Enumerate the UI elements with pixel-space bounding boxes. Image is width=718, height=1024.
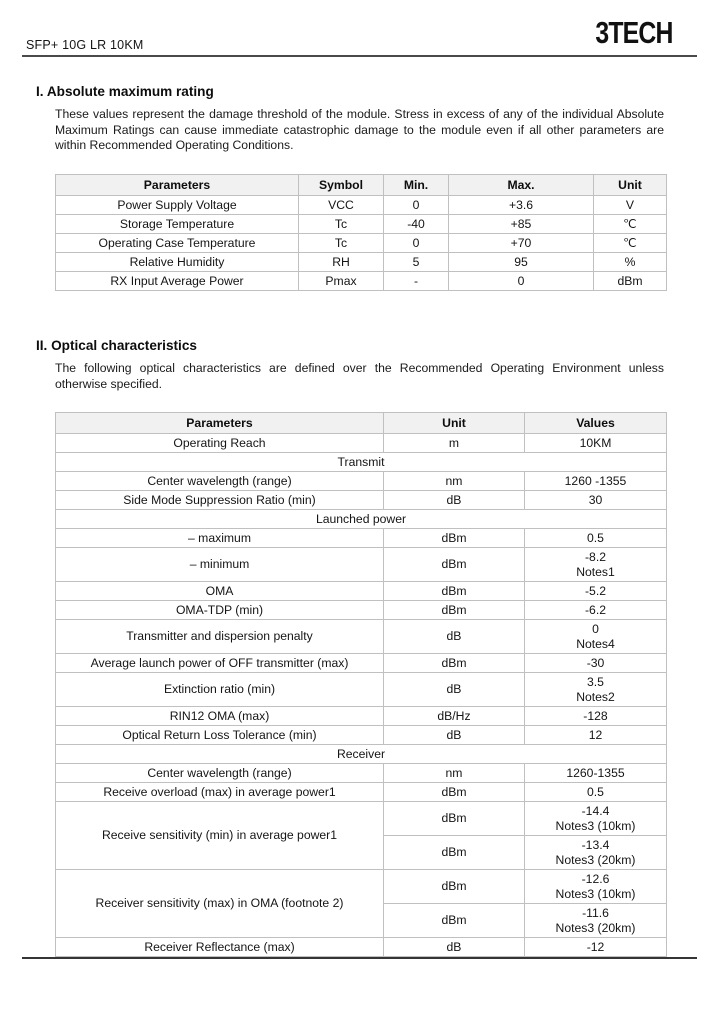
cell-parameter: Receive sensitivity (min) in average power1 bbox=[56, 802, 384, 870]
note-line: Notes3 (20km) bbox=[555, 852, 636, 867]
table-row bbox=[56, 654, 667, 673]
table-row bbox=[56, 472, 667, 491]
cell-value bbox=[525, 870, 667, 904]
value-line: 0 bbox=[592, 621, 599, 636]
section2-intro: The following optical characteristics are defined over the Recommended Operating Environment unless otherwise specified. bbox=[55, 361, 664, 391]
table-row bbox=[56, 601, 667, 620]
table-header-row bbox=[56, 413, 667, 434]
cell-parameter: Optical Return Loss Tolerance (min) bbox=[56, 726, 384, 745]
cell-unit: dBm bbox=[384, 836, 525, 870]
cell-symbol: Tc bbox=[299, 215, 384, 234]
cell-unit: dB bbox=[384, 673, 525, 707]
cell-parameter: OMA bbox=[56, 582, 384, 601]
cell-unit: dBm bbox=[384, 548, 525, 582]
group-label-launched-power: Launched power bbox=[56, 510, 667, 529]
cell-parameter: OMA-TDP (min) bbox=[56, 601, 384, 620]
table-row bbox=[56, 272, 667, 291]
cell-value bbox=[525, 836, 667, 870]
table-row bbox=[56, 491, 667, 510]
absolute-maximum-rating-table bbox=[55, 174, 667, 291]
cell-symbol: Tc bbox=[299, 234, 384, 253]
cell-unit: dB bbox=[384, 620, 525, 654]
cell-parameter: Storage Temperature bbox=[56, 215, 299, 234]
cell-parameter: Receive overload (max) in average power1 bbox=[56, 783, 384, 802]
table-row bbox=[56, 529, 667, 548]
cell-parameter: Relative Humidity bbox=[56, 253, 299, 272]
note-line: Notes2 bbox=[576, 689, 615, 704]
column-header-unit: Unit bbox=[594, 175, 667, 196]
table-row bbox=[56, 707, 667, 726]
column-header-min: Min. bbox=[384, 175, 449, 196]
cell-value: 1260-1355 bbox=[525, 764, 667, 783]
note-line: Notes1 bbox=[576, 564, 615, 579]
cell-unit: ℃ bbox=[594, 234, 667, 253]
cell-value: -128 bbox=[525, 707, 667, 726]
value-line: -14.4 bbox=[581, 803, 610, 818]
table-row bbox=[56, 434, 667, 453]
cell-unit: dBm bbox=[384, 802, 525, 836]
table-row bbox=[56, 783, 667, 802]
cell-unit: dBm bbox=[594, 272, 667, 291]
cell-value: 0.5 bbox=[525, 529, 667, 548]
section1-heading: I. Absolute maximum rating bbox=[36, 84, 214, 99]
value-line: -13.4 bbox=[581, 837, 610, 852]
cell-parameter: – maximum bbox=[56, 529, 384, 548]
cell-parameter: – minimum bbox=[56, 548, 384, 582]
cell-parameter: Average launch power of OFF transmitter (max) bbox=[56, 654, 384, 673]
note-line: Notes3 (20km) bbox=[555, 920, 636, 935]
table-row bbox=[56, 726, 667, 745]
optical-characteristics-table bbox=[55, 412, 667, 957]
table-row bbox=[56, 870, 667, 904]
cell-parameter: RIN12 OMA (max) bbox=[56, 707, 384, 726]
document-code: SFP+ 10G LR 10KM bbox=[26, 38, 144, 52]
cell-value bbox=[525, 904, 667, 938]
group-label-receiver: Receiver bbox=[56, 745, 667, 764]
cell-max: +70 bbox=[449, 234, 594, 253]
cell-symbol: VCC bbox=[299, 196, 384, 215]
note-line: Notes4 bbox=[576, 636, 615, 651]
cell-unit: dBm bbox=[384, 783, 525, 802]
cell-unit: nm bbox=[384, 472, 525, 491]
group-label-transmit: Transmit bbox=[56, 453, 667, 472]
table-row bbox=[56, 802, 667, 836]
cell-parameter: Operating Reach bbox=[56, 434, 384, 453]
table-row bbox=[56, 253, 667, 272]
column-header-unit: Unit bbox=[384, 413, 525, 434]
cell-unit: % bbox=[594, 253, 667, 272]
cell-value: -6.2 bbox=[525, 601, 667, 620]
value-line: -8.2 bbox=[584, 549, 606, 564]
cell-parameter: RX Input Average Power bbox=[56, 272, 299, 291]
cell-unit: nm bbox=[384, 764, 525, 783]
cell-parameter: Transmitter and dispersion penalty bbox=[56, 620, 384, 654]
section2-heading: II. Optical characteristics bbox=[36, 338, 197, 353]
cell-unit: m bbox=[384, 434, 525, 453]
cell-unit: dB bbox=[384, 491, 525, 510]
cell-parameter: Center wavelength (range) bbox=[56, 472, 384, 491]
header-rule bbox=[22, 55, 697, 57]
cell-symbol: RH bbox=[299, 253, 384, 272]
column-header-max: Max. bbox=[449, 175, 594, 196]
table-row bbox=[56, 582, 667, 601]
table-row bbox=[56, 196, 667, 215]
cell-value bbox=[525, 673, 667, 707]
cell-min: 0 bbox=[384, 196, 449, 215]
cell-unit: dB/Hz bbox=[384, 707, 525, 726]
cell-symbol: Pmax bbox=[299, 272, 384, 291]
cell-unit: V bbox=[594, 196, 667, 215]
column-header-parameters: Parameters bbox=[56, 413, 384, 434]
note-line: Notes3 (10km) bbox=[555, 886, 636, 901]
cell-value: 30 bbox=[525, 491, 667, 510]
cell-max: +85 bbox=[449, 215, 594, 234]
note-line: Notes3 (10km) bbox=[555, 818, 636, 833]
cell-parameter: Center wavelength (range) bbox=[56, 764, 384, 783]
column-header-values: Values bbox=[525, 413, 667, 434]
cell-parameter: Extinction ratio (min) bbox=[56, 673, 384, 707]
cell-parameter: Power Supply Voltage bbox=[56, 196, 299, 215]
cell-unit: dBm bbox=[384, 870, 525, 904]
value-line: 3.5 bbox=[587, 674, 604, 689]
table-header-row bbox=[56, 175, 667, 196]
cell-parameter: Receiver Reflectance (max) bbox=[56, 938, 384, 957]
cell-value: -30 bbox=[525, 654, 667, 673]
cell-min: 0 bbox=[384, 234, 449, 253]
cell-min: -40 bbox=[384, 215, 449, 234]
cell-unit: dB bbox=[384, 726, 525, 745]
value-line: -12.6 bbox=[581, 871, 610, 886]
cell-unit: dBm bbox=[384, 654, 525, 673]
footer-rule bbox=[22, 957, 697, 959]
group-row bbox=[56, 453, 667, 472]
cell-parameter: Operating Case Temperature bbox=[56, 234, 299, 253]
cell-max: +3.6 bbox=[449, 196, 594, 215]
cell-parameter: Side Mode Suppression Ratio (min) bbox=[56, 491, 384, 510]
table-row bbox=[56, 673, 667, 707]
value-line: -11.6 bbox=[582, 905, 609, 920]
column-header-symbol: Symbol bbox=[299, 175, 384, 196]
cell-value bbox=[525, 802, 667, 836]
group-row bbox=[56, 510, 667, 529]
cell-min: 5 bbox=[384, 253, 449, 272]
cell-value: 12 bbox=[525, 726, 667, 745]
cell-value: 1260 -1355 bbox=[525, 472, 667, 491]
table-row bbox=[56, 234, 667, 253]
cell-value: 10KM bbox=[525, 434, 667, 453]
cell-value: 0.5 bbox=[525, 783, 667, 802]
table-row bbox=[56, 215, 667, 234]
cell-unit: dBm bbox=[384, 601, 525, 620]
cell-max: 0 bbox=[449, 272, 594, 291]
cell-value: -5.2 bbox=[525, 582, 667, 601]
cell-value: -12 bbox=[525, 938, 667, 957]
table-row bbox=[56, 548, 667, 582]
cell-unit: dB bbox=[384, 938, 525, 957]
table-row bbox=[56, 938, 667, 957]
table-row bbox=[56, 764, 667, 783]
cell-value bbox=[525, 548, 667, 582]
cell-unit: dBm bbox=[384, 582, 525, 601]
brand-logo: 3TECH bbox=[595, 15, 673, 50]
section1-intro: These values represent the damage threshold of the module. Stress in excess of any of the individual Absolute Maximum Ratings can cause immediate catastrophic damage to the module even if all other parameters are within Recommended Operating Conditions. bbox=[55, 107, 664, 153]
cell-unit: dBm bbox=[384, 904, 525, 938]
cell-max: 95 bbox=[449, 253, 594, 272]
cell-unit: dBm bbox=[384, 529, 525, 548]
table-row bbox=[56, 620, 667, 654]
cell-parameter: Receiver sensitivity (max) in OMA (footnote 2) bbox=[56, 870, 384, 938]
column-header-parameters: Parameters bbox=[56, 175, 299, 196]
cell-value bbox=[525, 620, 667, 654]
group-row bbox=[56, 745, 667, 764]
cell-unit: ℃ bbox=[594, 215, 667, 234]
cell-min: - bbox=[384, 272, 449, 291]
